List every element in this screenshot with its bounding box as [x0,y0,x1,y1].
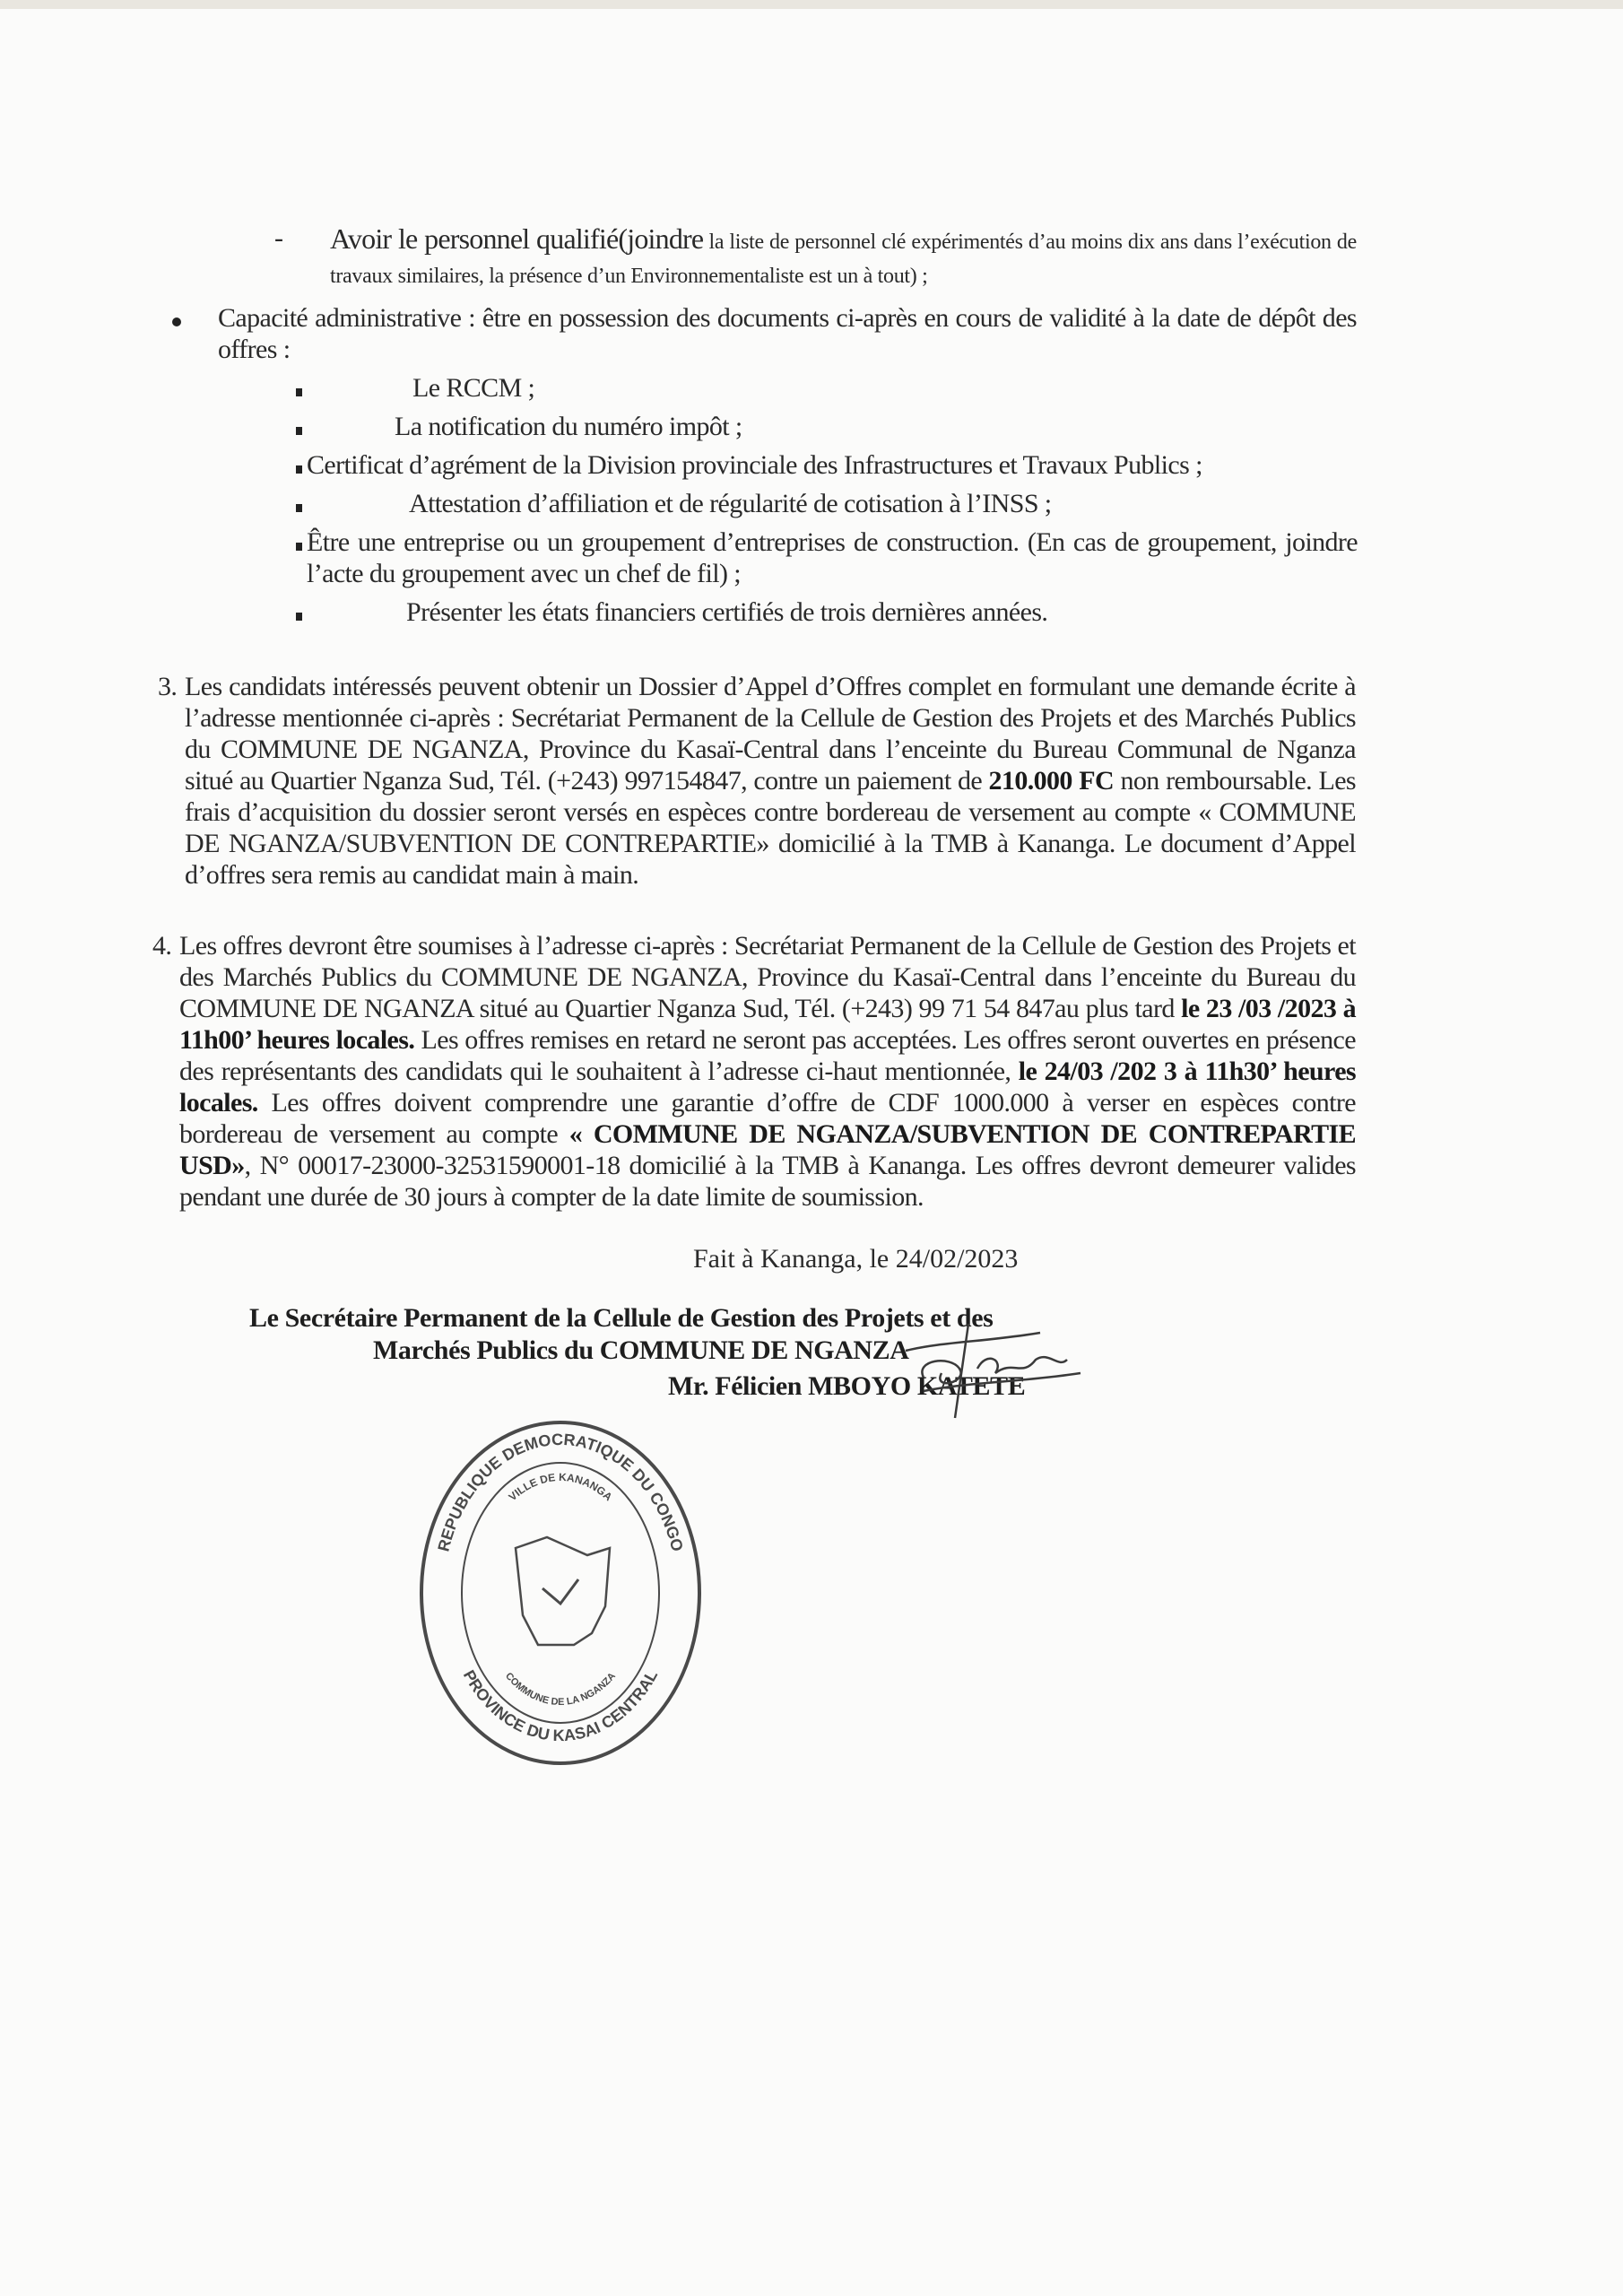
svg-text:COMMUNE DE LA NGANZA [503,1671,618,1708]
square-bullet-icon [296,388,302,396]
dossier-price: 210.000 FC [988,766,1115,796]
document-row [296,526,1623,589]
official-stamp [408,1413,713,1772]
opening-date: le 24/03 /202 3 à 11h30’ heures locales. [179,1057,1356,1118]
capacite-administrative: Capacité administrative : être en possession des documents ci-après en cours de validité à la date de dépôt des offres : [218,303,1357,364]
square-bullet-icon [296,427,302,435]
svg-text:VILLE DE KANANGA [506,1471,614,1504]
item-3 [158,671,1623,891]
signatory-title: Le Secrétaire Permanent de la Cellule de Gestion des Projets et des [249,1303,994,1333]
item-4-paragraph [179,930,1356,1213]
handwritten-signature [888,1306,1094,1422]
personnel-rest: la liste de personnel clé expérimentés d’au moins dix ans dans l’exécution de travaux similaires, la présence d’un Environnementaliste est un à tout) ; [330,230,1357,288]
document-item: La notification du numéro impôt ; [395,412,742,441]
square-bullet-icon [296,543,302,551]
document-item: Présenter les états financiers certifiés de trois dernières années. [406,597,1048,627]
closing-block [0,1243,1623,1871]
item-3-paragraph [185,671,1356,891]
item-4 [152,930,1623,1213]
square-bullet-icon [296,504,302,512]
bullet-icon [172,317,181,326]
stamp-text: COMMUNE DE LA NGANZA [502,1670,619,1709]
document-row [296,449,1623,481]
capacite-row [172,302,1623,365]
document-item: Certificat d’agrément de la Division provinciale des Infrastructures et Travaux Publics ; [307,450,1202,480]
submission-deadline: le 23 /03 /2023 à 11h00’ heures locales. [179,994,1356,1055]
stamp-text: PROVINCE DU KASAI CENTRAL [459,1666,662,1745]
stamp-text: VILLE DE KANANGA [506,1470,615,1504]
item3-text: non remboursable. Les frais d’acquisition du dossier seront versés en espèces contre bordereau de versement au compte « COMMUNE DE NGANZA/SUBVENTION DE CONTREPARTIE» domicilié à la TMB à Kananga. Le document d’Appel d’offres sera remis au candidat main à main. [185,766,1356,890]
document-row [296,488,1623,519]
square-bullet-icon [296,465,302,474]
item4-text: Les offres remises en retard ne seront pas acceptées. Les offres seront ouvertes en présence des représentants des candidats qui le souhaitent à l’adresse ci-haut mentionnée, [179,1025,1356,1086]
dash-marker: - [274,223,283,253]
item4-text: , N° 00017-23000-32531590001-18 domicilié à la TMB à Kananga. Les offres devront demeurer valides pendant une durée de 30 jours à compter de la date limite de soumission. [179,1151,1356,1212]
document-body [0,222,1623,1871]
bank-account-name: « COMMUNE DE NGANZA/SUBVENTION DE CONTREPARTIE USD» [179,1119,1356,1180]
signatory-title: Marchés Publics du COMMUNE DE NGANZA [373,1335,909,1365]
personnel-lead: Avoir le personnel qualifié(joindre [330,222,704,255]
signatory-name: Mr. Félicien MBOYO KATETE [668,1371,1026,1401]
item-number: 4. [152,931,172,961]
document-item: Être une entreprise ou un groupement d’entreprises de construction. (En cas de groupement, joindre l’acte du groupement avec un chef de fil) ; [307,527,1358,588]
item-number: 3. [158,672,178,701]
scan-edge [0,0,1623,9]
document-row [296,596,1623,628]
place-and-date: Fait à Kananga, le 24/02/2023 [693,1244,1019,1274]
document-item: Attestation d’affiliation et de régularité de cotisation à l’INSS ; [409,489,1052,518]
item3-text: Les candidats intéressés peuvent obtenir un Dossier d’Appel d’Offres complet en formulant une demande écrite à l’adresse mentionnée ci-après : Secrétariat Permanent de la Cellule de Gestion des Projets et des Marchés Publics du COMMUNE DE NGANZA, Province du Kasaï-Central dans l’enceinte du Bureau Communal de Nganza situé au Quartier Nganza Sud, Tél. (+243) 997154847, contre un paiement de [185,672,1356,796]
personnel-requirement [274,222,1623,295]
personnel-text [330,222,1357,295]
document-item: Le RCCM ; [412,373,535,403]
document-row [296,372,1623,404]
item4-text: Les offres devront être soumises à l’adresse ci-après : Secrétariat Permanent de la Cellule de Gestion des Projets et des Marchés Publics du COMMUNE DE NGANZA, Province du Kasaï-Central dans l’enceinte du Bureau du COMMUNE DE NGANZA situé au Quartier Nganza Sud, Tél. (+243) 99 71 54 847au plus tard [179,931,1356,1023]
square-bullet-icon [296,613,302,621]
document-row [296,411,1623,442]
item4-text: Les offres doivent comprendre une garantie d’offre de CDF 1000.000 à verser en espèces contre bordereau de versement au compte [179,1088,1356,1149]
stamp-text: REPUBLIQUE DEMOCRATIQUE DU CONGO [434,1430,687,1553]
